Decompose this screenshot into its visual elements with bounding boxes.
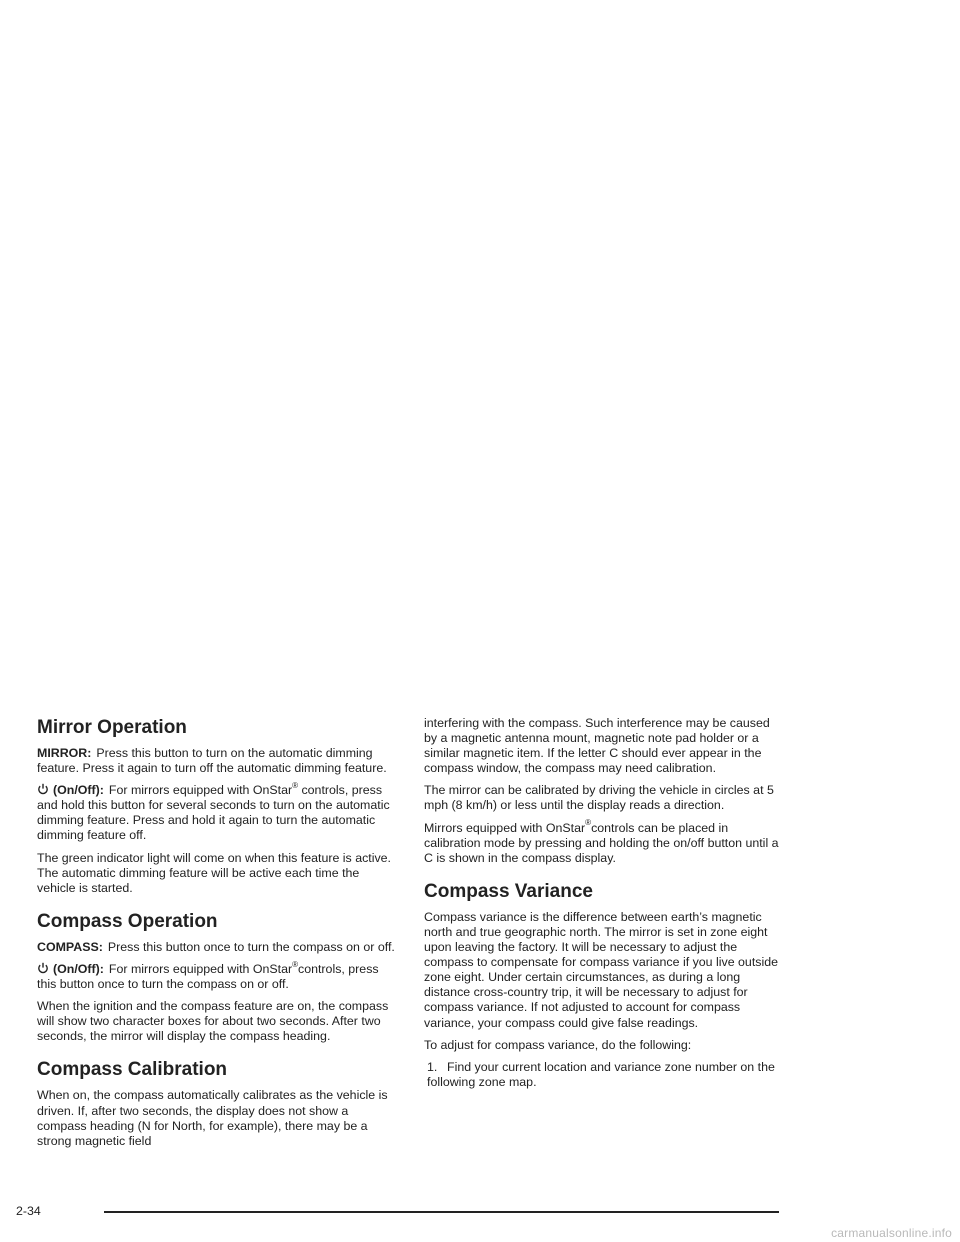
adjust-paragraph: To adjust for compass variance, do the following: — [424, 1037, 692, 1052]
power-icon — [37, 962, 49, 974]
right-column — [424, 716, 786, 1097]
onoff-mirror-text-a: For mirrors equipped with OnStar — [108, 783, 293, 798]
compass-paragraph — [37, 940, 397, 955]
registered-mark: ® — [292, 959, 299, 969]
circles-paragraph: The mirror can be calibrated by driving the vehicle in circles at 5 mph (8 km/h) or less until the display reads a direction. — [424, 783, 774, 813]
compass-operation-heading: Compass Operation — [37, 910, 218, 932]
power-icon — [37, 783, 49, 795]
onoff-compass-text-a: For mirrors equipped with OnStar — [108, 961, 293, 976]
mirror-label: MIRROR: — [37, 746, 92, 760]
variance-paragraph: Compass variance is the difference between earth’s magnetic north and true geographic north. The mirror is set in zone eight upon leaving the factory. It will be necessary to adjust the compass to compensate for compass variance if you live outside zone eight. Under certain circumstances, as during a long distance cross-country trip, it will be necessary to adjust for compass variance. If not adjusted to account for compass variance, your compass could give false readings. — [424, 909, 778, 1030]
watermark: carmanualsonline.info — [831, 1226, 952, 1240]
green-indicator-paragraph: The green indicator light will come on when this feature is active. The automatic dimming feature will be active each time the vehicle is started. — [37, 850, 391, 895]
footer-rule — [104, 1211, 779, 1213]
step-text: Find your current location and variance zone number on the following zone map. — [427, 1059, 775, 1089]
compass-variance-heading: Compass Variance — [424, 880, 593, 902]
registered-mark: ® — [292, 781, 299, 791]
onoff-label: (On/Off): — [53, 783, 104, 798]
ignition-paragraph: When the ignition and the compass feature are on, the compass will show two character boxes for about two seconds. After two seconds, the mirror will display the compass heading. — [37, 999, 389, 1044]
mirror-text: Press this button to turn on the automatic dimming feature. Press it again to turn off the automatic dimming feature. — [37, 746, 387, 776]
registered-mark: ® — [585, 818, 592, 828]
onoff-compass-text-b: controls, press this button once to turn the compass on or off. — [37, 961, 379, 992]
mirror-paragraph — [37, 746, 397, 776]
onstar-text-b: controls can be placed in calibration mode by pressing and holding the on/off button until a C is shown in the compass display. — [424, 820, 779, 865]
compass-text: Press this button once to turn the compass on or off. — [107, 939, 395, 954]
list-item — [427, 1060, 786, 1090]
onstar-calibration-paragraph — [424, 818, 786, 866]
onoff-compass-paragraph — [37, 959, 397, 992]
onstar-text-a: Mirrors equipped with OnStar — [424, 820, 586, 835]
onoff-label: (On/Off): — [53, 961, 104, 976]
calibration-paragraph: When on, the compass automatically calibrates as the vehicle is driven. If, after two seconds, the display does not show a compass heading (N for North, for example), there may be a strong magnetic field — [37, 1088, 388, 1148]
onoff-mirror-text-b: controls, press and hold this button for several seconds to turn on the automatic dimming feature. Press and hold it again to turn the automatic dimming feature off. — [37, 783, 390, 843]
page-number: 2-34 — [16, 1204, 41, 1218]
left-column — [37, 716, 397, 1156]
step-number: 1. — [427, 1059, 438, 1074]
mirror-operation-heading: Mirror Operation — [37, 717, 187, 738]
onoff-mirror-paragraph — [37, 783, 397, 843]
compass-label: COMPASS: — [37, 939, 103, 954]
compass-calibration-heading: Compass Calibration — [37, 1059, 228, 1081]
interference-paragraph: interfering with the compass. Such interference may be caused by a magnetic antenna mount, magnetic note pad holder or a similar magnetic item. If the letter C should ever appear in the compass window, the compass may need calibration. — [424, 716, 770, 776]
